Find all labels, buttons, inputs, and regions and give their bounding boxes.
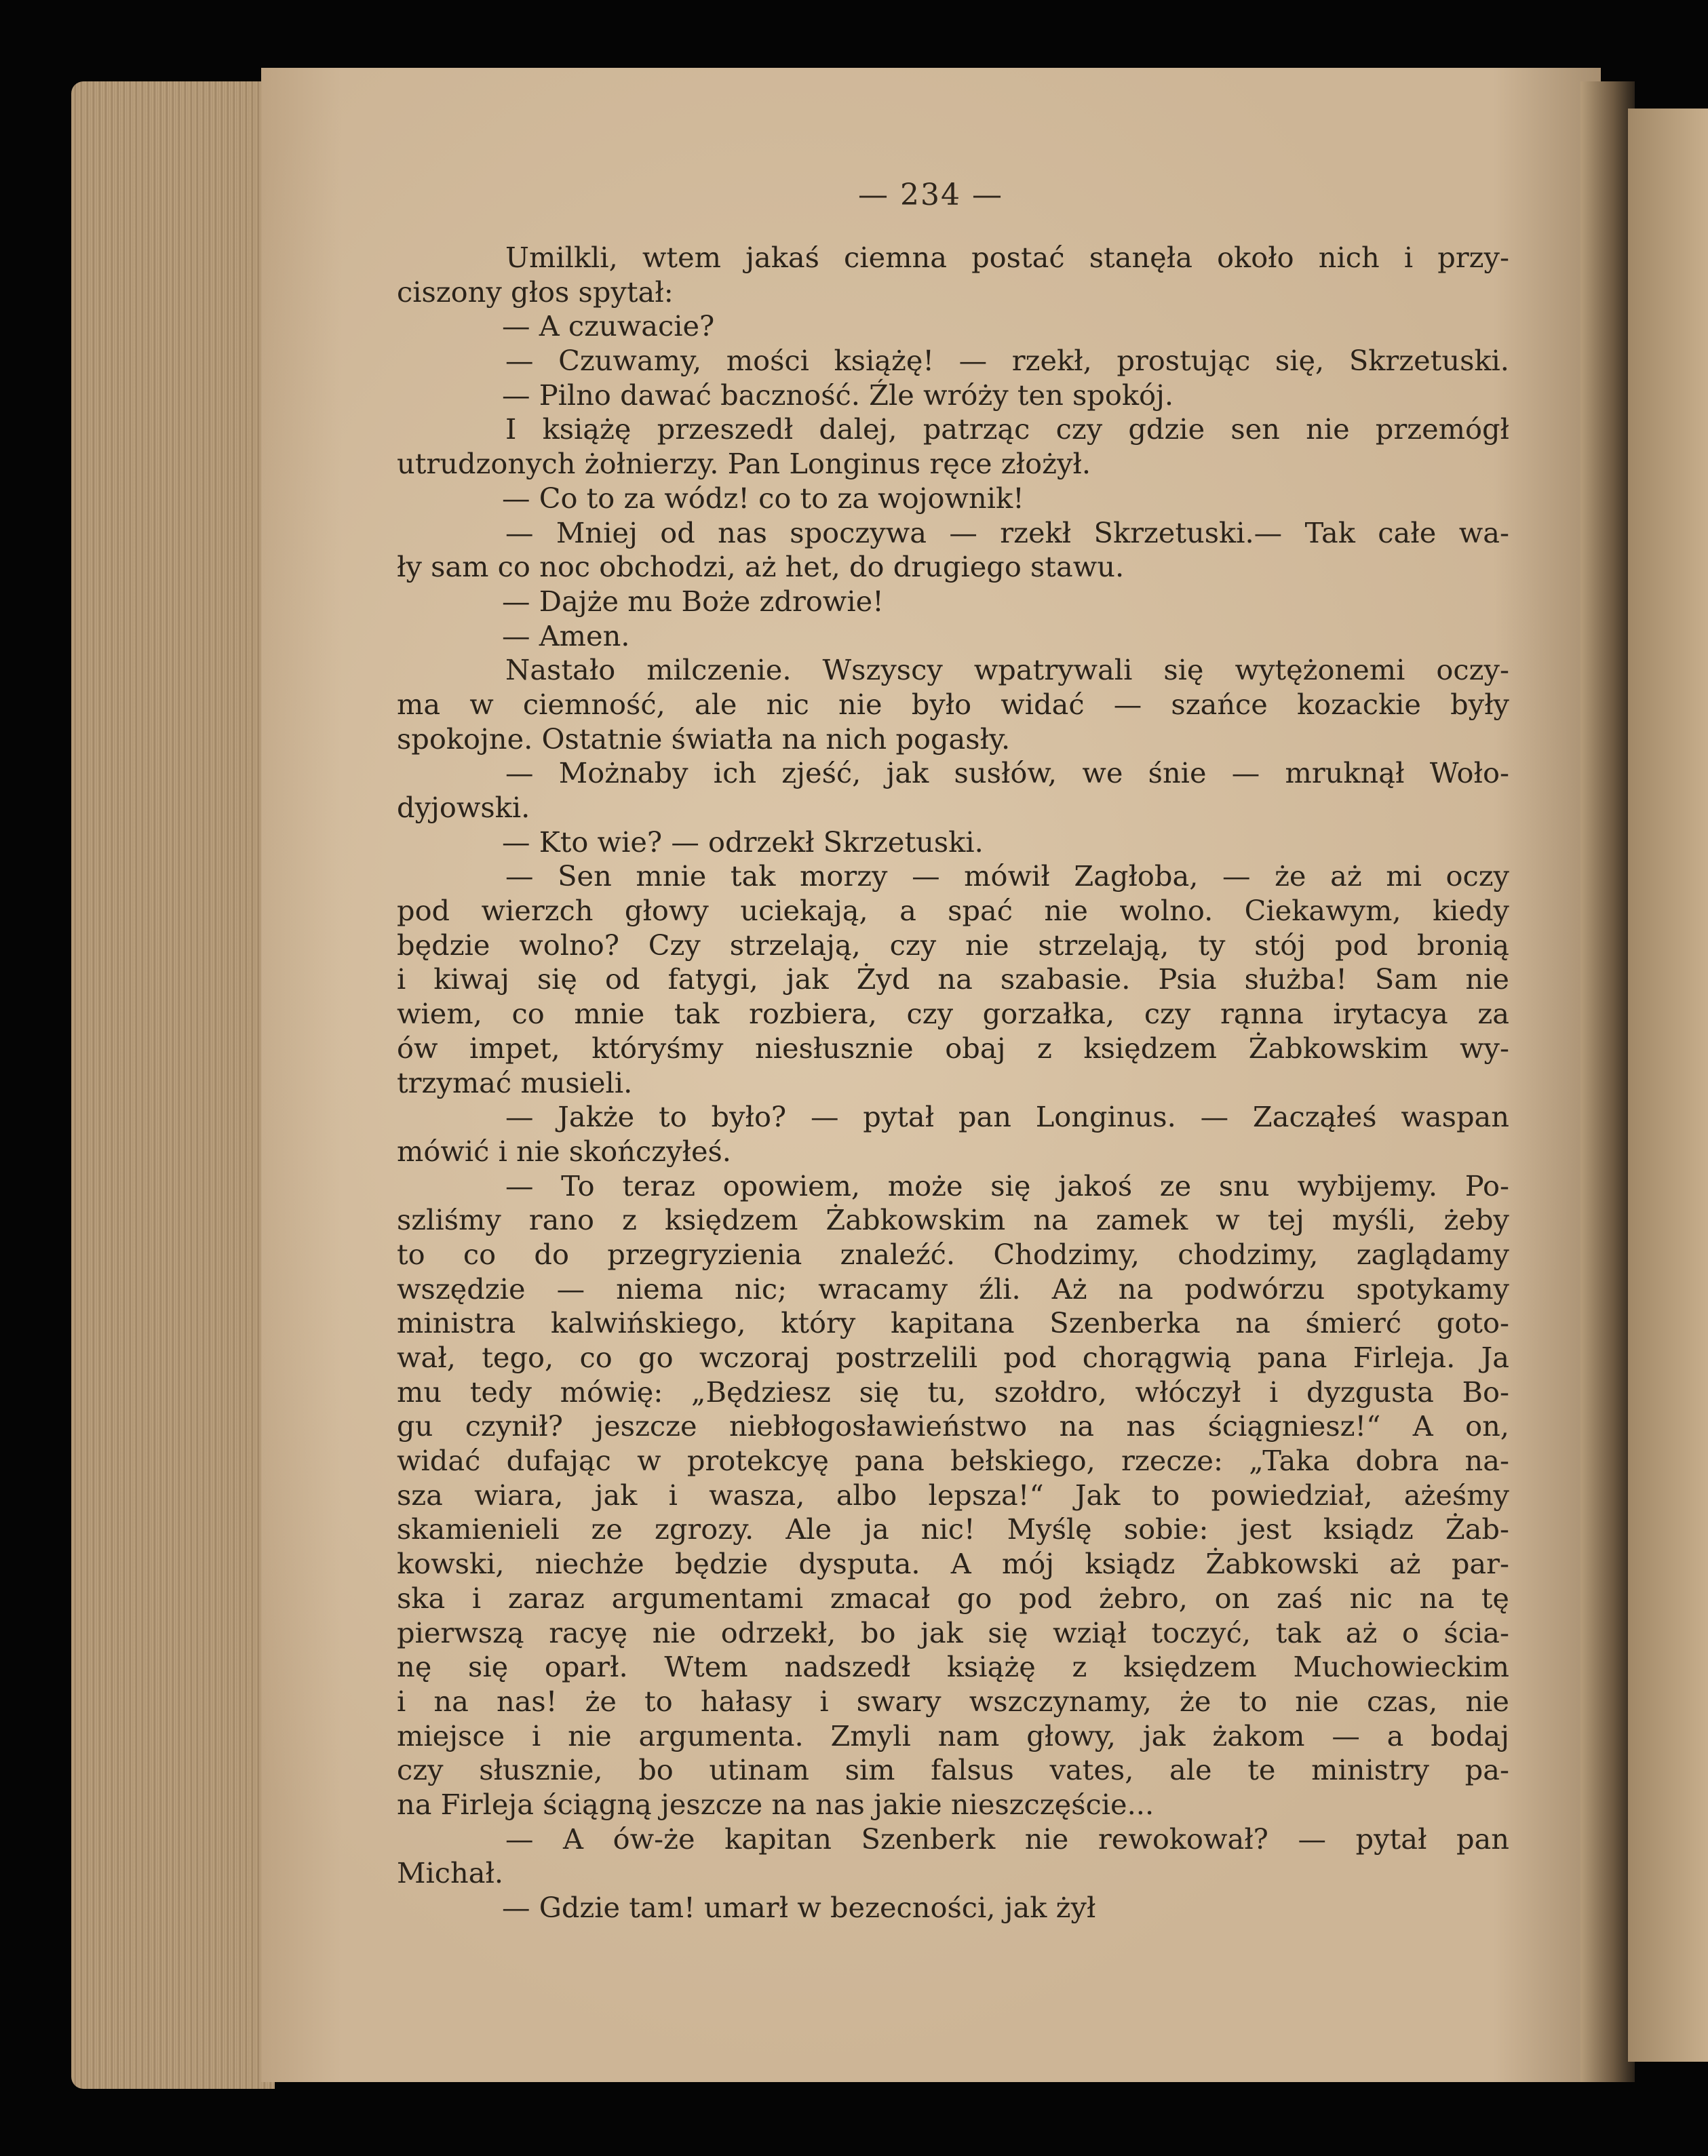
text-line: — Kto wie? — odrzekł Skrzetuski. [502, 825, 984, 859]
text-line: miejsce i nie argumenta. Zmyli nam głowy, jak żakom — a bodaj [397, 1719, 1509, 1752]
text-line: ły sam co noc obchodzi, aż het, do drugiego stawu. [397, 550, 1125, 584]
text-line: — Gdzie tam! umarł w bezecności, jak żył [502, 1891, 1096, 1924]
text-line: spokojne. Ostatnie światła na nich pogasły. [397, 722, 1011, 756]
text-line: wszędzie — niema nic; wracamy źli. Aż na podwórzu spotykamy [397, 1272, 1509, 1306]
text-line: wał, tego, co go wczoraj postrzelili pod chorągwią pana Firleja. Ja [397, 1341, 1509, 1374]
facing-page-edge [1628, 109, 1708, 2062]
text-line: mówić i nie skończyłeś. [397, 1134, 731, 1168]
page-number: — 234 — [858, 178, 1003, 212]
text-line: pierwszą racyę nie odrzekł, bo jak się wziął toczyć, tak aż o ścia- [397, 1615, 1509, 1649]
text-line: — A czuwacie? [502, 309, 715, 343]
text-line: ciszony głos spytał: [397, 275, 674, 309]
text-line: pod wierzch głowy uciekają, a spać nie wolno. Ciekawym, kiedy [397, 894, 1509, 928]
text-line: — A ów-że kapitan Szenberk nie rewokował? — pytał pan [505, 1822, 1509, 1856]
text-line: to co do przegryzienia znaleźć. Chodzimy, chodzimy, zaglądamy [397, 1237, 1509, 1271]
book-page-edges [71, 81, 275, 2089]
text-line: czy słusznie, bo utinam sim falsus vates, ale te ministry pa- [397, 1753, 1509, 1787]
text-line: — Amen. [502, 619, 630, 652]
text-line: Umilkli, wtem jakaś ciemna postać stanęła około nich i przy- [505, 241, 1509, 274]
text-line: nę się oparł. Wtem nadszedł książę z księdzem Muchowieckim [397, 1650, 1509, 1684]
text-line: — Jakże to było? — pytał pan Longinus. — Zacząłeś waspan [505, 1100, 1509, 1134]
text-line: I książę przeszedł dalej, patrząc czy gdzie sen nie przemógł [505, 412, 1509, 446]
text-line: będzie wolno? Czy strzelają, czy nie strzelają, ty stój pod bronią [397, 928, 1509, 962]
text-line: — Mniej od nas spoczywa — rzekł Skrzetuski.— Tak całe wa- [505, 515, 1509, 549]
text-line: szliśmy rano z księdzem Żabkowskim na zamek w tej myśli, żeby [397, 1203, 1509, 1237]
body-text [397, 241, 1509, 1925]
text-line: ministra kalwińskiego, który kapitana Szenberka na śmierć goto- [397, 1306, 1509, 1340]
text-line: — Co to za wódz! co to za wojownik! [502, 481, 1024, 515]
text-line: ma w ciemność, ale nic nie było widać — szańce kozackie były [397, 687, 1509, 721]
text-line: ów impet, któryśmy niesłusznie obaj z księdzem Żabkowskim wy- [397, 1031, 1509, 1065]
text-line: skamienieli ze zgrozy. Ale ja nic! Myślę sobie: jest ksiądz Żab- [397, 1512, 1509, 1546]
text-line: — Czuwamy, mości książę! — rzekł, prostując się, Skrzetuski. [505, 344, 1509, 378]
text-line: Michał. [397, 1856, 504, 1890]
text-line: dyjowski. [397, 791, 530, 824]
text-line: ska i zaraz argumentami zmacał go pod żebro, on zaś nic na tę [397, 1581, 1509, 1615]
book-gutter [1580, 81, 1635, 2082]
text-line: sza wiara, jak i wasza, albo lepsza!“ Jak to powiedział, ażeśmy [397, 1478, 1509, 1512]
text-line: wiem, co mnie tak rozbiera, czy gorzałka, czy rąnna irytacya za [397, 997, 1509, 1031]
text-line: Nastało milczenie. Wszyscy wpatrywali się wytężonemi oczy- [505, 653, 1509, 687]
text-line: utrudzonych żołnierzy. Pan Longinus ręce złożył. [397, 447, 1091, 481]
text-line: i na nas! że to hałasy i swary wszczynamy, że to nie czas, nie [397, 1684, 1509, 1718]
text-line: widać dufając w protekcyę pana bełskiego, rzecze: „Taka dobra na- [397, 1444, 1509, 1478]
text-line: — Dajże mu Boże zdrowie! [502, 584, 884, 618]
text-line: — Sen mnie tak morzy — mówił Zagłoba, — że aż mi oczy [505, 859, 1509, 893]
text-line: trzymać musieli. [397, 1065, 633, 1099]
text-line: — Pilno dawać baczność. Źle wróży ten spokój. [502, 378, 1174, 412]
text-line: — To teraz opowiem, może się jakoś ze snu wybijemy. Po- [505, 1169, 1509, 1202]
text-line: i kiwaj się od fatygi, jak Żyd na szabasie. Psia służba! Sam nie [397, 962, 1509, 996]
text-line: na Firleja ściągną jeszcze na nas jakie nieszczęście... [397, 1787, 1154, 1821]
text-line: gu czynił? jeszcze niebłogosławieństwo na nas ściągniesz!“ A on, [397, 1409, 1509, 1443]
text-line: kowski, niechże będzie dysputa. A mój ksiądz Żabkowski aż par- [397, 1547, 1509, 1581]
text-line: mu tedy mówię: „Będziesz się tu, szołdro, włóczył i dyzgusta Bo- [397, 1375, 1509, 1409]
text-line: — Możnaby ich zjeść, jak susłów, we śnie — mruknął Woło- [505, 756, 1509, 790]
